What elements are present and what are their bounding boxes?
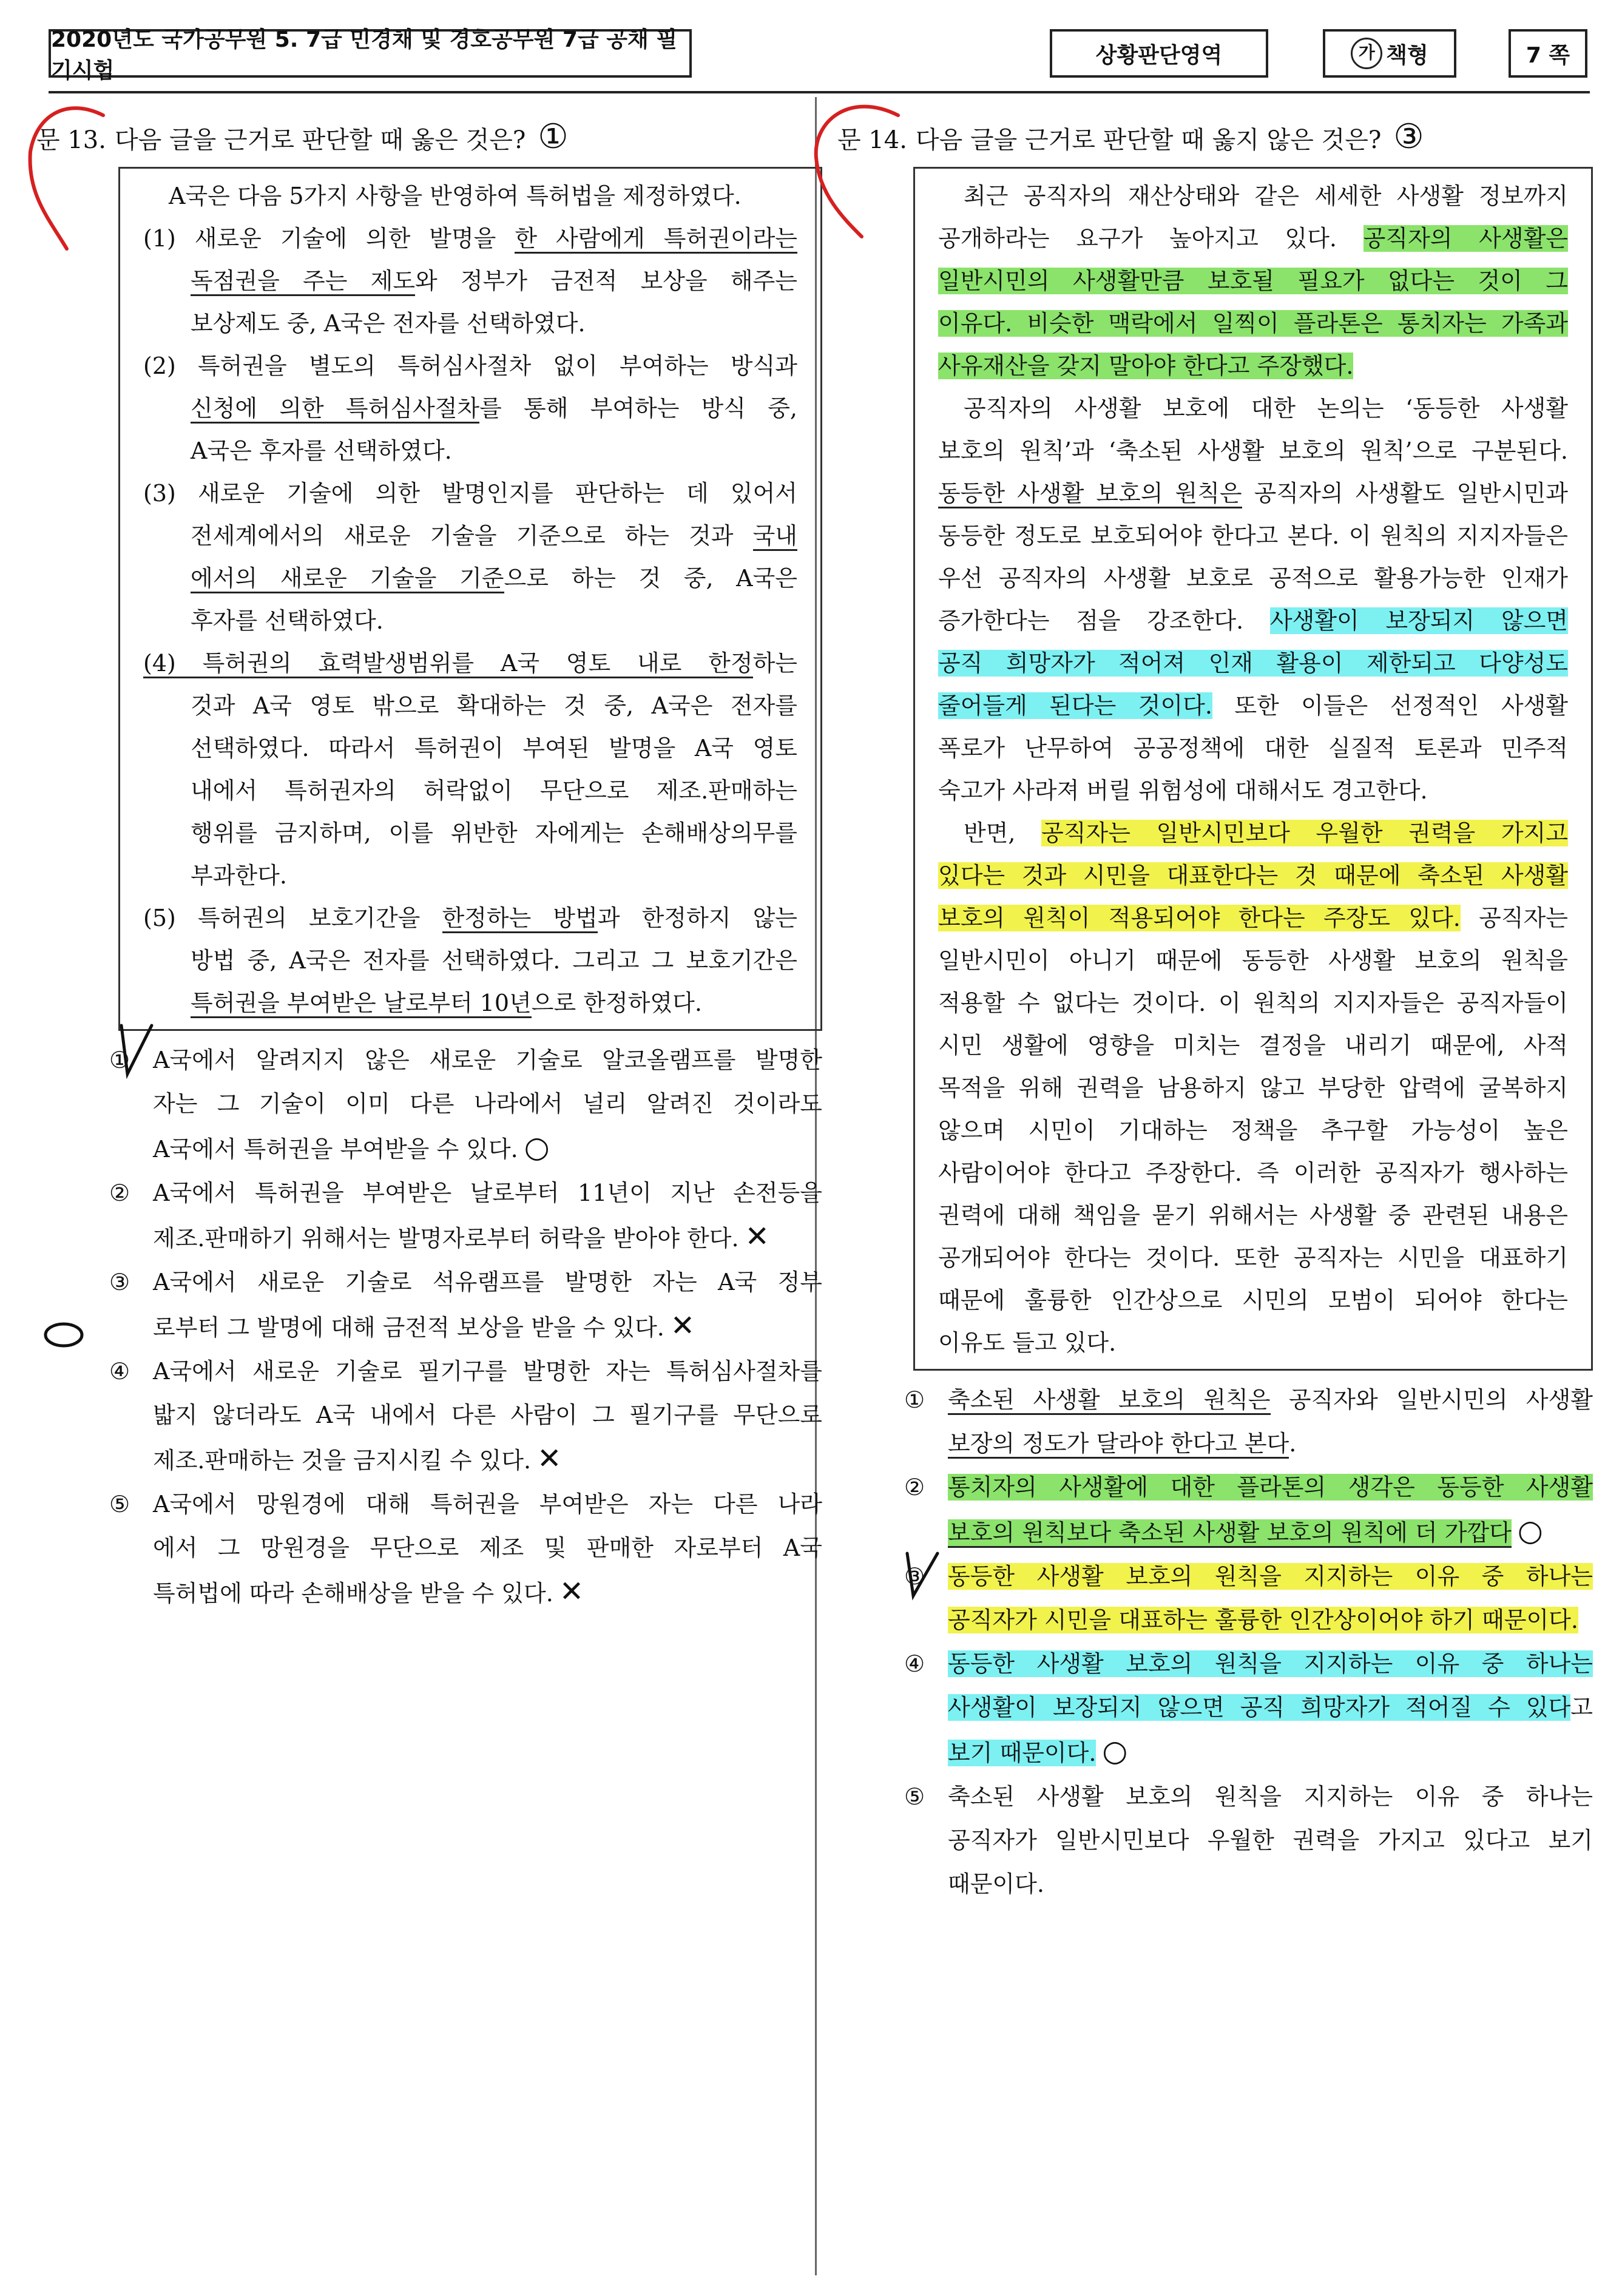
q14-option-1[interactable] [904, 1378, 1593, 1465]
option-text: 로부터 그 발명에 대해 금전적 보상을 받을 수 있다. [153, 1314, 664, 1341]
q13-underline: (4) 특허권의 효력발생범위를 A국 영토 내로 한정 [143, 650, 753, 678]
q14-line [964, 812, 1568, 854]
booklet-type-label: 책형 [1386, 42, 1428, 68]
cyan-highlight: 사생활이 보장되지 않으면 공직 희망자가 적어질 수 있다 [948, 1694, 1571, 1721]
q13-item3-line [191, 557, 797, 599]
q14-text: 공개하라는 요구가 높아지고 있다. [938, 225, 1363, 252]
q13-underline: 한 사람에게 특허권이라는 [515, 225, 797, 254]
question-13 [30, 115, 822, 1615]
option-number: ① [904, 1386, 925, 1413]
exam-title: 2020년도 국가공무원 5. 7급 민경채 및 경호공무원 7급 공채 필기시험 [49, 29, 692, 78]
q13-item4-line [143, 642, 797, 684]
q14-text: 공직자는 [1460, 905, 1568, 931]
hand-x-mark: ✕ [537, 1442, 562, 1476]
option-number: ⑤ [904, 1783, 925, 1810]
hand-circle-mark: ○ [524, 1130, 550, 1164]
q13-item1-line [143, 217, 797, 260]
q14-line [938, 302, 1568, 345]
section-label: 상황판단영역 [1050, 29, 1268, 78]
q14-options [904, 1378, 1593, 1906]
option-line [948, 1729, 1593, 1775]
yellow-highlight: 공직자가 시민을 대표하는 훌륭한 인간상이어야 하기 때문이다. [948, 1607, 1578, 1633]
q13-option-3[interactable] [109, 1260, 822, 1349]
q13-item2-line: A국은 후자를 선택하였다. [191, 437, 452, 464]
q14-line: 시민 생활에 영향을 미치는 결정을 내리기 때문에, 사적 [938, 1032, 1568, 1059]
q13-text: (5) 특허권의 보호기간을 [143, 905, 442, 931]
header-rule [49, 91, 1590, 93]
q14-text: 반면, [964, 820, 1042, 846]
q14-line [938, 599, 1568, 642]
q14-text: 공직자의 사생활도 일반시민과 [1242, 480, 1568, 507]
booklet-type [1323, 29, 1456, 78]
q14-line: 때문에 훌륭한 인간상으로 시민의 모범이 되어야 한다는 [938, 1287, 1568, 1314]
cyan-highlight: 보기 때문이다. [948, 1740, 1097, 1766]
q14-line: 일반시민이 아니기 때문에 동등한 사생활 보호의 원칙을 [938, 947, 1568, 974]
option-line [153, 1570, 822, 1615]
q14-number: 문 14. [837, 126, 907, 154]
option-text: . [1289, 1430, 1297, 1457]
q14-line [938, 642, 1568, 684]
option-text: 제조.판매하는 것을 금지시킬 수 있다. [153, 1447, 532, 1474]
option-line: 공직자가 일반시민보다 우월한 권력을 가지고 있다고 보기 [948, 1827, 1593, 1854]
q13-item1-line [191, 260, 797, 302]
q13-stem-line [36, 115, 801, 162]
q13-stem: 다음 글을 근거로 판단할 때 옳은 것은? [114, 126, 526, 154]
option-line [948, 1378, 1593, 1422]
q14-passage-box [913, 167, 1593, 1371]
q13-text: 를 통해 부여하는 방식 중, [479, 395, 797, 422]
option-underline: 축소된 사생활 보호의 원칙은 [948, 1386, 1271, 1415]
q14-line [938, 897, 1568, 939]
q14-option-4[interactable] [904, 1642, 1593, 1775]
q13-underline: 국내 [753, 522, 797, 551]
q13-underline: 한정하는 방법 [442, 905, 598, 933]
q14-underline: 동등한 사생활 보호의 원칙은 [938, 480, 1242, 508]
option-line [948, 1555, 1593, 1598]
option-line [153, 1126, 822, 1171]
option-text: 고 [1570, 1694, 1593, 1721]
yellow-highlight: 있다는 것과 시민을 대표한다는 것 때문에 축소된 사생활 [938, 862, 1568, 889]
option-text: A국에서 특허권을 부여받을 수 있다. [153, 1136, 518, 1163]
q14-line: 동등한 정도로 보호되어야 한다고 본다. 이 원칙의 지지자들은 [938, 522, 1568, 549]
option-number: ③ [904, 1563, 925, 1590]
option-line: 자는 그 기술이 이미 다른 나라에서 널리 알려진 것이라도 [153, 1090, 822, 1117]
q14-line: 이유도 들고 있다. [938, 1329, 1117, 1356]
q13-item5-line [191, 982, 797, 1024]
q13-item4-line: 내에서 특허권자의 허락없이 무단으로 제조.판매하는 [191, 777, 797, 804]
q14-line: 폭로가 난무하여 공공정책에 대한 실질적 토론과 민주적 [938, 735, 1568, 761]
q14-line: 공직자의 사생활 보호에 대한 논의는 ‘동등한 사생활 [964, 395, 1568, 422]
cyan-highlight: 동등한 사생활 보호의 원칙을 지지하는 이유 중 하나는 [948, 1650, 1593, 1677]
option-line: A국에서 새로운 기술로 필기구를 발명한 자는 특허심사절차를 [153, 1358, 822, 1385]
q13-option-2[interactable] [109, 1171, 822, 1260]
q13-hand-answer: ① [538, 117, 569, 157]
hand-circle-mark: ○ [1102, 1734, 1128, 1768]
q13-item5-line: 방법 중, A국은 전자를 선택하였다. 그리고 그 보호기간은 [191, 947, 797, 974]
q13-item4-line: 행위를 금지하며, 이를 위반한 자에게는 손해배상의무를 [191, 820, 797, 846]
option-line [948, 1465, 1593, 1509]
option-line [948, 1509, 1593, 1555]
option-number: ② [109, 1180, 130, 1206]
q13-text: 으로 한정하였다. [531, 990, 702, 1016]
option-number: ② [904, 1474, 925, 1501]
option-underline: 보장의 정도가 달라야 한다고 본다 [948, 1430, 1289, 1459]
q14-line: 최근 공직자의 재산상태와 같은 세세한 사생활 정보까지 [964, 183, 1568, 209]
option-line: 축소된 사생활 보호의 원칙을 지지하는 이유 중 하나는 [948, 1783, 1593, 1810]
q14-stem: 다음 글을 근거로 판단할 때 옳지 않은 것은? [915, 126, 1382, 154]
q13-text: 과 한정하지 않는 [597, 905, 798, 931]
q13-underline: 에서의 새로운 기술을 기준 [191, 565, 504, 593]
page-number: 7 쪽 [1509, 29, 1587, 78]
option-line [153, 1215, 822, 1260]
q14-line: 사람이어야 한다고 주장한다. 즉 이러한 공직자가 행사하는 [938, 1160, 1568, 1186]
q13-item3-line: (3) 새로운 기술에 의한 발명인지를 판단하는 데 있어서 [143, 480, 797, 507]
q13-item3-line: 후자를 선택하였다. [191, 607, 384, 634]
option-line [948, 1686, 1593, 1729]
q13-item1-line: 보상제도 중, A국은 전자를 선택하였다. [191, 310, 586, 337]
q14-line [938, 472, 1568, 515]
q14-stem-line [837, 115, 1593, 162]
q13-underline: 특허권을 부여받은 날로부터 10년 [191, 990, 532, 1018]
q14-line [938, 854, 1568, 897]
q13-item4-line: 부과한다. [191, 862, 287, 889]
green-highlight: 일반시민의 사생활만큼 보호될 필요가 없다는 것이 그 [938, 268, 1568, 294]
cyan-highlight: 공직 희망자가 적어져 인재 활용이 제한되고 다양성도 [938, 650, 1568, 677]
q14-line [938, 260, 1568, 302]
option-number: ⑤ [109, 1491, 130, 1518]
option-line: A국에서 망원경에 대해 특허권을 부여받은 자는 다른 나라 [153, 1491, 822, 1518]
q13-options [109, 1038, 822, 1615]
q14-line: 공개되어야 한다는 것이다. 또한 공직자는 시민을 대표하기 [938, 1244, 1568, 1271]
green-highlight: 사유재산을 갖지 말아야 한다고 주장했다. [938, 353, 1354, 379]
option-line: A국에서 새로운 기술로 석유램프를 발명한 자는 A국 정부 [153, 1269, 822, 1295]
green-highlight: 통치자의 사생활에 대한 플라톤의 생각은 동등한 사생활 [948, 1474, 1593, 1501]
q14-line: 우선 공직자의 사생활 보호로 공적으로 활용가능한 인재가 [938, 565, 1568, 592]
option-line: A국에서 알려지지 않은 새로운 기술로 알코올램프를 발명한 [153, 1047, 822, 1073]
option-number: ① [109, 1047, 130, 1073]
option-line: 에서 그 망원경을 무단으로 제조 및 판매한 자로부터 A국 [153, 1535, 822, 1561]
q14-line: 목적을 위해 권력을 남용하지 않고 부당한 압력에 굴복하지 [938, 1075, 1568, 1101]
option-line [948, 1422, 1593, 1465]
q13-text: 전세계에서의 새로운 기술을 기준으로 하는 것과 [191, 522, 753, 549]
option-line: 때문이다. [948, 1871, 1044, 1897]
q14-line [938, 217, 1568, 260]
q13-item2-line [191, 387, 797, 430]
option-line: A국에서 특허권을 부여받은 날로부터 11년이 지난 손전등을 [153, 1180, 822, 1206]
q14-line: 숙고가 사라져 버릴 위험성에 대해서도 경고한다. [938, 777, 1428, 804]
q14-line: 적용할 수 없다는 것이다. 이 원칙의 지지자들은 공직자들이 [938, 990, 1568, 1016]
green-highlight: 이유다. 비슷한 맥락에서 일찍이 플라톤은 통치자는 가족과 [938, 310, 1568, 337]
cyan-highlight: 줄어들게 된다는 것이다. [938, 692, 1212, 719]
q13-item5-line [143, 897, 797, 939]
hand-circle-mark: ○ [1517, 1514, 1543, 1548]
yellow-highlight: 동등한 사생활 보호의 원칙을 지지하는 이유 중 하나는 [948, 1563, 1593, 1590]
q14-text: 증가한다는 점을 강조한다. [938, 607, 1270, 634]
q13-intro: A국은 다음 5가지 사항을 반영하여 특허법을 제정하였다. [169, 183, 742, 209]
q14-option-5[interactable] [904, 1775, 1593, 1906]
option-number: ④ [904, 1650, 925, 1677]
option-text: 특허법에 따라 손해배상을 받을 수 있다. [153, 1580, 553, 1607]
q14-hand-answer: ③ [1393, 117, 1424, 157]
option-number: ④ [109, 1358, 130, 1385]
cyan-highlight: 사생활이 보장되지 않으면 [1269, 607, 1568, 634]
q13-option-4[interactable] [109, 1349, 822, 1482]
q13-number: 문 13. [36, 126, 106, 154]
hand-x-mark: ✕ [559, 1575, 584, 1609]
option-line [153, 1437, 822, 1482]
q14-option-3[interactable] [904, 1555, 1593, 1642]
booklet-type-mark: 가 [1351, 38, 1382, 69]
question-14 [831, 115, 1593, 1906]
hand-x-mark: ✕ [670, 1309, 695, 1343]
q13-option-1[interactable] [109, 1038, 822, 1171]
yellow-highlight: 공직자는 일반시민보다 우월한 권력을 가지고 [1041, 820, 1568, 846]
q14-line: 보호의 원칙’과 ‘축소된 사생활 보호의 원칙’으로 구분된다. [938, 437, 1568, 464]
option-line [948, 1598, 1593, 1642]
green-highlight: 보호의 원칙보다 축소된 사생활 보호의 원칙에 더 가깝다 [948, 1519, 1512, 1548]
q13-item4-line: 선택하였다. 따라서 특허권이 부여된 발명을 A국 영토 [191, 735, 797, 761]
q13-text: 와 정부가 금전적 보상을 해주는 [415, 268, 797, 294]
q13-item2-line: (2) 특허권을 별도의 특허심사절차 없이 부여하는 방식과 [143, 353, 797, 379]
option-line [153, 1304, 822, 1349]
q13-underline: 신청에 의한 특허심사절차 [191, 395, 479, 424]
hand-x-mark: ✕ [745, 1220, 769, 1254]
option-text: 공직자와 일반시민의 사생활 [1270, 1386, 1593, 1413]
option-text: 제조.판매하기 위해서는 발명자로부터 허락을 받아야 한다. [153, 1225, 739, 1252]
q14-line: 권력에 대해 책임을 묻기 위해서는 사생활 중 관련된 내용은 [938, 1202, 1568, 1229]
yellow-highlight: 보호의 원칙이 적용되어야 한다는 주장도 있다. [938, 905, 1461, 931]
q13-option-5[interactable] [109, 1482, 822, 1615]
q13-passage-box [118, 167, 822, 1031]
q13-text: 하는 [752, 650, 797, 677]
q14-line [938, 684, 1568, 727]
option-line: 밟지 않더라도 A국 내에서 다른 사람이 그 필기구를 무단으로 [153, 1402, 822, 1428]
q13-text: (1) 새로운 기술에 의한 발명을 [143, 225, 515, 252]
q13-item4-line: 것과 A국 영토 밖으로 확대하는 것 중, A국은 전자를 [191, 692, 797, 719]
q13-item3-line [191, 515, 797, 557]
q13-underline: 독점권을 주는 제도 [191, 268, 415, 296]
q14-line: 않으며 시민이 기대하는 정책을 추구할 가능성이 높은 [938, 1117, 1568, 1144]
green-highlight: 공직자의 사생활은 [1363, 225, 1569, 252]
q14-line [938, 345, 1568, 387]
q14-option-2[interactable] [904, 1465, 1593, 1555]
option-number: ③ [109, 1269, 130, 1295]
option-line [948, 1642, 1593, 1686]
q13-text: 으로 하는 것 중, A국은 [504, 565, 797, 592]
q14-text: 또한 이들은 선정적인 사생활 [1212, 692, 1568, 719]
